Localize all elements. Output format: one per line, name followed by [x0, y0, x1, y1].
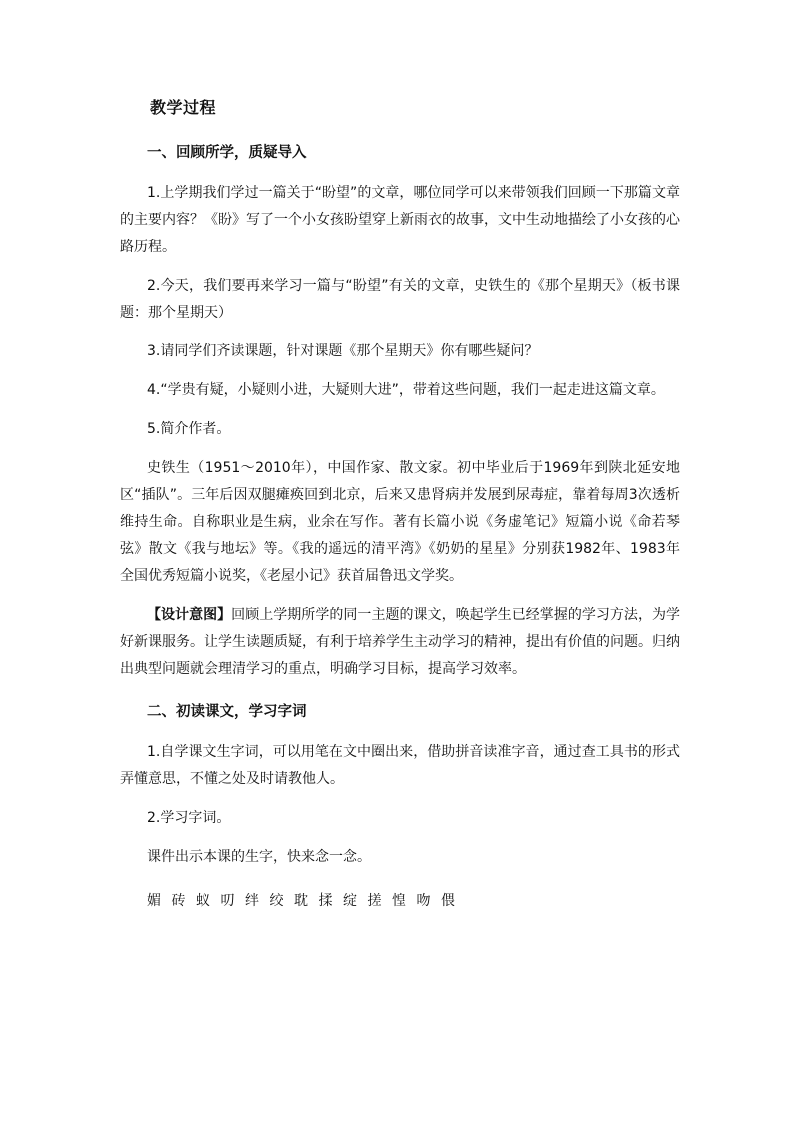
- character: 绞: [269, 893, 284, 909]
- character: 绊: [245, 893, 259, 909]
- paragraph-6: 1.自学课文生字词，可以用笔在文中圈出来，借助拼音读准字音，通过查工具书的形式弄懂意思，不懂之处及时请教他人。: [120, 744, 680, 787]
- character: 叨: [220, 893, 235, 909]
- paragraph-1: 1.上学期我们学过一篇关于“盼望”的文章，哪位同学可以来带领我们回顾一下那篇文章的主要内容？《盼》写了一个小女孩盼望穿上新雨衣的故事，文中生动地描绘了小女孩的心路历程。: [120, 185, 680, 255]
- design-intent: [120, 602, 680, 683]
- character: 揉: [318, 893, 333, 909]
- document-body: [120, 92, 680, 915]
- character: 搓: [367, 893, 382, 909]
- paragraph-4: 4.“学贵有疑，小疑则小进，大疑则大进”，带着这些问题，我们一起走进这篇文章。: [147, 382, 665, 398]
- character: 惶: [392, 893, 406, 909]
- paragraph-5: 5.简介作者。: [147, 421, 231, 437]
- character: 媚: [147, 893, 161, 909]
- section-heading-2: 二、初读课文，学习字词: [147, 704, 307, 720]
- character: 蚁: [196, 893, 210, 909]
- paragraph-7: 2.学习字词。: [147, 810, 231, 826]
- new-characters-list: [147, 887, 680, 915]
- character: 吻: [416, 893, 431, 909]
- design-intent-label: 【设计意图】: [147, 607, 232, 623]
- paragraph-8: 课件出示本课的生字，快来念一念。: [147, 849, 371, 865]
- page-title: 教学过程: [150, 98, 217, 117]
- character: 耽: [294, 893, 308, 909]
- character: 砖: [171, 893, 186, 909]
- character: 偎: [441, 893, 455, 909]
- design-intent-text: 回顾上学期所学的同一主题的课文，唤起学生已经掌握的学习方法，为学好新课服务。让学生读题质疑，有利于培养学生主动学习的精神，提出有价值的问题。归纳出典型问题就会理清学习的重点，明确学习目标，提高学习效率。: [120, 607, 681, 677]
- paragraph-3: 3.请同学们齐读课题，针对课题《那个星期天》你有哪些疑问？: [147, 343, 539, 359]
- character: 绽: [343, 893, 357, 909]
- section-heading-1: 一、回顾所学，质疑导入: [147, 145, 307, 161]
- paragraph-2: 2.今天，我们要再来学习一篇与“盼望”有关的文章，史铁生的《那个星期天》（板书课题：那个星期天）: [120, 278, 680, 321]
- author-intro: 史铁生（1951～2010年），中国作家、散文家。初中毕业后于1969年到陕北延安地区“插队”。三年后因双腿瘫痪回到北京，后来又患肾病并发展到尿毒症，靠着每周3次透析维持生命。自称职业是生病，业余在写作。著有长篇小说《务虚笔记》短篇小说《命若琴弦》散文《我与地坛》等。《我的遥远的清平湾》《奶奶的星星》分别获1982年、1983年全国优秀短篇小说奖，《老屋小记》获首届鲁迅文学奖。: [120, 460, 680, 584]
